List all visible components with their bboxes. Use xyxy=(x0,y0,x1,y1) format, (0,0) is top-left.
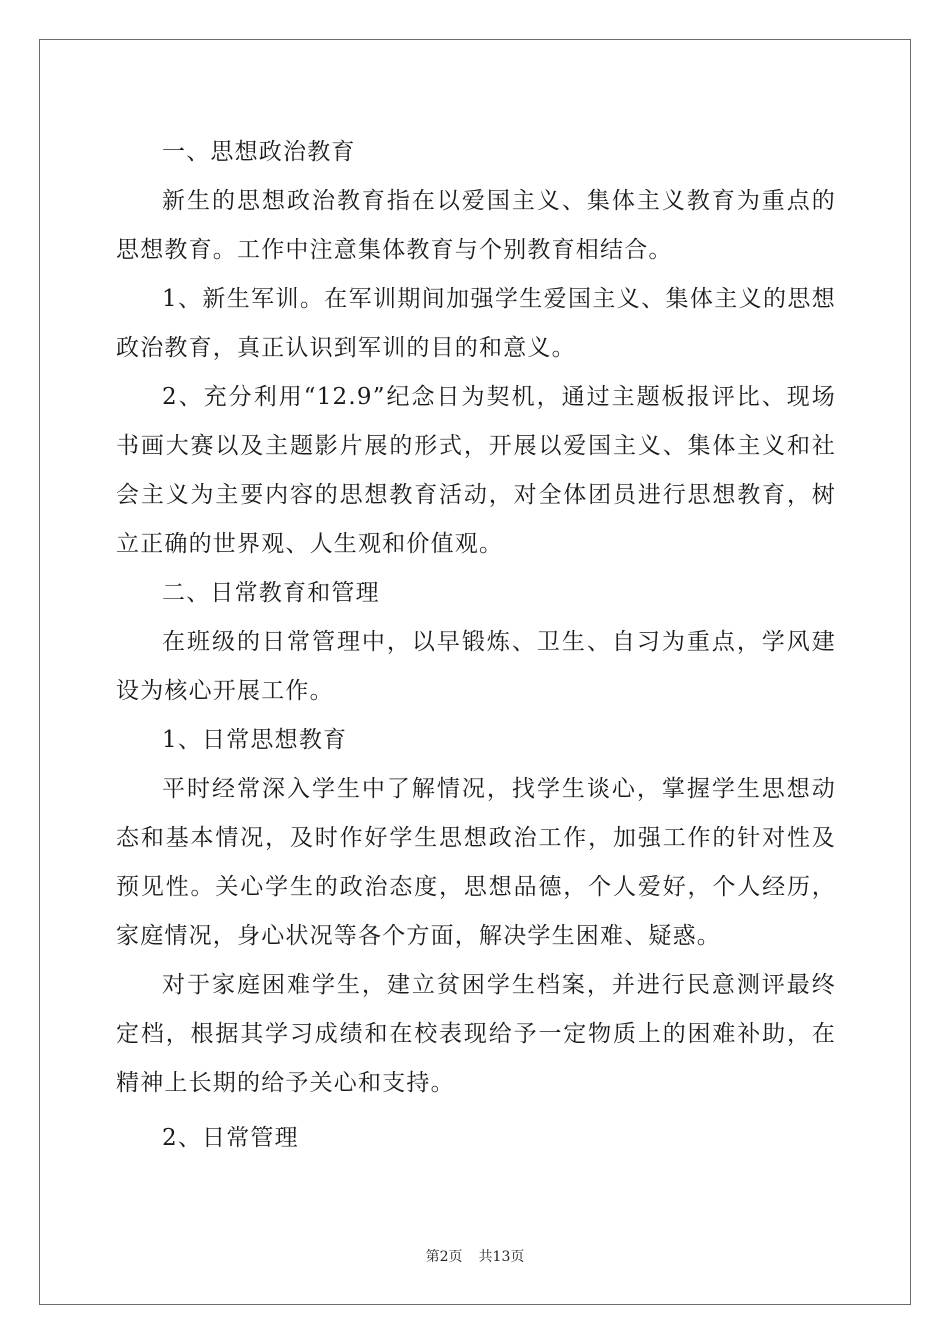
paragraph-5: 平时经常深入学生中了解情况，找学生谈心，掌握学生思想动态和基本情况，及时作好学生思想政治工作，加强工作的针对性及预见性。关心学生的政治态度，思想品德，个人爱好，个人经历，家庭情况，身心状况等各个方面，解决学生困难、疑惑。 xyxy=(116,776,836,949)
paragraph-6: 对于家庭困难学生，建立贫困学生档案，并进行民意测评最终定档，根据其学习成绩和在校表现给予一定物质上的困难补助，在精神上长期的给予关心和支持。 xyxy=(116,972,836,1096)
paragraph-1: 新生的思想政治教育指在以爱国主义、集体主义教育为重点的思想教育。工作中注意集体教育与个别教育相结合。 xyxy=(116,188,836,263)
paragraph-2: 1、新生军训。在军训期间加强学生爱国主义、集体主义的思想政治教育，真正认识到军训的目的和意义。 xyxy=(116,286,836,361)
paragraph-3: 2、充分利用“12.9”纪念日为契机，通过主题板报评比、现场书画大赛以及主题影片展的形式，开展以爱国主义、集体主义和社会主义为主要内容的思想教育活动，对全体团员进行思想教育，树立正确的世界观、人生观和价值观。 xyxy=(116,384,836,557)
page-number: 第2页 xyxy=(425,1249,463,1265)
subsection-heading-1: 1、日常思想教育 xyxy=(162,727,348,753)
page-footer xyxy=(0,1247,950,1267)
section-heading-1: 一、思想政治教育 xyxy=(162,139,356,165)
paragraph-4: 在班级的日常管理中，以早锻炼、卫生、自习为重点，学风建设为核心开展工作。 xyxy=(116,629,836,704)
subsection-heading-2: 2、日常管理 xyxy=(162,1125,299,1151)
page-total: 共13页 xyxy=(478,1249,525,1265)
section-heading-2: 二、日常教育和管理 xyxy=(162,580,380,606)
document-body xyxy=(116,128,836,1163)
